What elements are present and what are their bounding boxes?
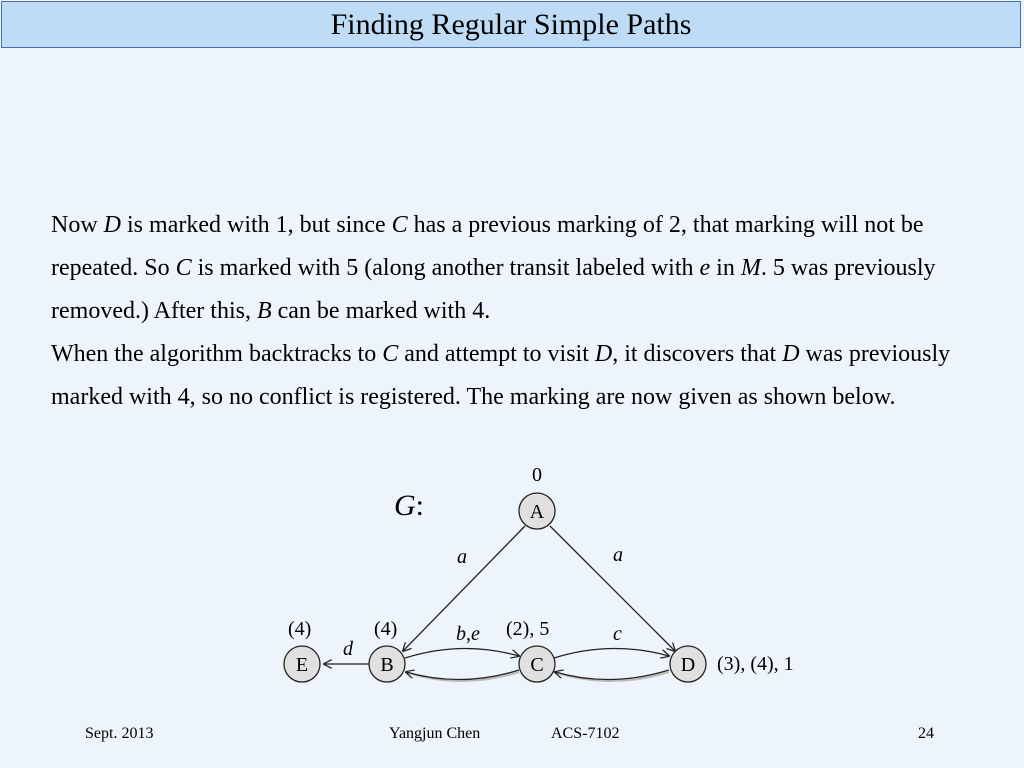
edge-c-b (406, 670, 519, 680)
marking-d: (3), (4), 1 (717, 653, 794, 675)
edge-label-ab: a (457, 546, 467, 568)
svg-text:C: C (530, 654, 544, 676)
text-run: D (103, 212, 122, 238)
text-run: D (594, 341, 613, 367)
edge-b-c (405, 648, 519, 658)
footer-page-number: 24 (918, 725, 934, 742)
svg-text:B: B (380, 654, 394, 676)
edge-label-be: d (343, 638, 353, 660)
text-run: has a previous marking of 2, that marking will not be repeated. So (51, 212, 924, 281)
slide-title: Finding Regular Simple Paths (330, 7, 692, 41)
svg-text:E: E (295, 654, 309, 676)
svg-text:A: A (529, 501, 545, 523)
marking-b: (4) (374, 618, 398, 640)
text-run: B (256, 298, 272, 324)
text-run: C (382, 341, 399, 367)
svg-text:D: D (680, 654, 696, 676)
node-a (519, 493, 555, 529)
graph-name: G: (394, 489, 425, 522)
text-run: , it discovers that (612, 341, 783, 367)
text-run: . 5 was previously removed.) After this, (51, 255, 936, 324)
text-run: C (391, 212, 408, 238)
edge-label-cd: c (613, 623, 622, 645)
text-run: D (782, 341, 800, 367)
text-run: C (175, 255, 192, 281)
marking-a: 0 (532, 464, 542, 486)
footer-date: Sept. 2013 (85, 725, 154, 742)
text-run: in (710, 255, 741, 281)
text-run: M (740, 255, 761, 281)
text-run: Now (51, 212, 104, 238)
edge-c-d (554, 648, 669, 658)
text-run: and attempt to visit (398, 341, 595, 367)
text-run: can be marked with 4. (271, 298, 491, 324)
edge-d-c (555, 670, 669, 680)
text-run: is marked with 5 (along another transit labeled with (191, 255, 700, 281)
edge-label-ad: a (613, 544, 623, 566)
text-run: was previously marked with 4, so no conflict is registered. The marking are now given as shown below. (51, 341, 951, 410)
edge-label-bc: b,e (456, 623, 480, 645)
node-c (519, 646, 555, 682)
text-run: is marked with 1, but since (121, 212, 392, 238)
marking-c: (2), 5 (506, 618, 550, 640)
text-run: e (699, 255, 711, 281)
text-run: When the algorithm backtracks to (51, 341, 383, 367)
marking-e: (4) (288, 618, 312, 640)
footer-course: ACS-7102 (551, 725, 620, 742)
node-b (369, 646, 405, 682)
node-e (284, 646, 320, 682)
node-d (670, 646, 706, 682)
footer-author: Yangjun Chen (389, 725, 481, 742)
